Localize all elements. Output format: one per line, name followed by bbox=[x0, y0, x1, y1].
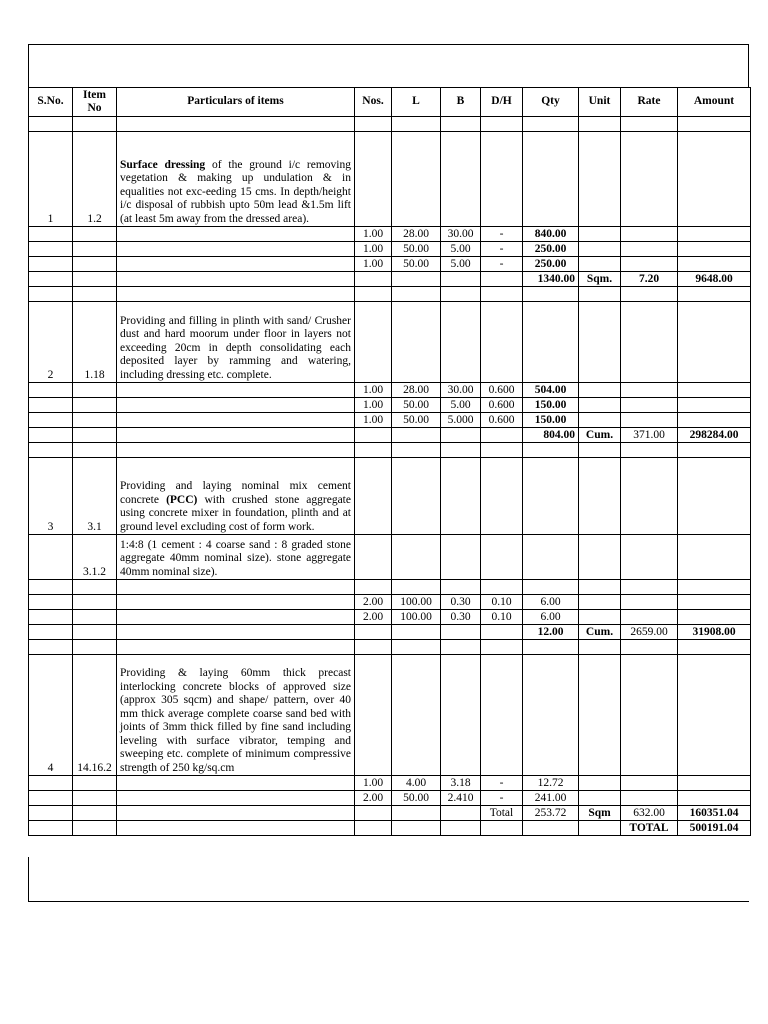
total-amount: 298284.00 bbox=[678, 428, 751, 443]
total-qty: 804.00 bbox=[523, 428, 579, 443]
measurement-row: 1.00 50.00 5.00 - 250.00 bbox=[29, 242, 751, 257]
grand-total-label: TOTAL bbox=[621, 821, 678, 836]
total-amount: 160351.04 bbox=[678, 806, 751, 821]
item-total-row bbox=[29, 428, 751, 443]
item-description: Providing & laying 60mm thick precast interlocking concrete blocks of approved size (approx 305 sqcm) and shape/ pattern, over 40 mm thick average complete coarse sand bed with joints of 3mm thick filled by fine sand including leveling with surface vibrator, temping and sweeping etc. complete of minimum compressive strength of 250 kg/sq.cm bbox=[117, 655, 355, 776]
item-sno: 2 bbox=[29, 302, 73, 383]
spacer-row bbox=[29, 580, 751, 595]
total-amount: 9648.00 bbox=[678, 272, 751, 287]
measurement-row: 1.00 50.00 5.000 0.600 150.00 bbox=[29, 413, 751, 428]
total-unit: Sqm. bbox=[579, 272, 621, 287]
spacer-row bbox=[29, 117, 751, 132]
col-amount: Amount bbox=[678, 88, 751, 117]
item-sno: 4 bbox=[29, 655, 73, 776]
item-code: 1.18 bbox=[73, 302, 117, 383]
col-dh: D/H bbox=[481, 88, 523, 117]
measurement-row: 2.00 100.00 0.30 0.10 6.00 bbox=[29, 610, 751, 625]
item-total-row bbox=[29, 806, 751, 821]
header-box bbox=[28, 44, 749, 87]
item-code: 14.16.2 bbox=[73, 655, 117, 776]
measurement-row: 1.00 50.00 5.00 - 250.00 bbox=[29, 257, 751, 272]
total-qty: 253.72 bbox=[523, 806, 579, 821]
measurement-row: 1.00 28.00 30.00 - 840.00 bbox=[29, 227, 751, 242]
col-item-no: Item No bbox=[73, 88, 117, 117]
spacer-row bbox=[29, 640, 751, 655]
item-row bbox=[29, 458, 751, 535]
measurement-row: 1.00 28.00 30.00 0.600 504.00 bbox=[29, 383, 751, 398]
estimate-table bbox=[28, 87, 751, 836]
col-b: B bbox=[441, 88, 481, 117]
measurement-row: 1.00 50.00 5.00 0.600 150.00 bbox=[29, 398, 751, 413]
measurement-row: 2.00 50.00 2.410 - 241.00 bbox=[29, 791, 751, 806]
item-row bbox=[29, 655, 751, 776]
total-rate: 2659.00 bbox=[621, 625, 678, 640]
grand-total-row bbox=[29, 821, 751, 836]
total-unit: Cum. bbox=[579, 428, 621, 443]
total-amount: 31908.00 bbox=[678, 625, 751, 640]
measurement-row: 2.00 100.00 0.30 0.10 6.00 bbox=[29, 595, 751, 610]
col-l: L bbox=[392, 88, 441, 117]
footer-border-left bbox=[28, 857, 29, 901]
item-description: Providing and filling in plinth with sand/ Crusher dust and hard moorum under floor in layers not exceeding 20cm in depth consolidating each deposited layer by ramming and watering, including dressing etc. complete. bbox=[117, 302, 355, 383]
total-unit: Sqm bbox=[579, 806, 621, 821]
measurement-row: 1.00 4.00 3.18 - 12.72 bbox=[29, 776, 751, 791]
total-qty: 12.00 bbox=[523, 625, 579, 640]
col-unit: Unit bbox=[579, 88, 621, 117]
item-total-row bbox=[29, 625, 751, 640]
item-description: Providing and laying nominal mix cement concrete (PCC) with crushed stone aggregate using concrete mixer in foundation, plinth and at ground level excluding cost of form work. bbox=[117, 458, 355, 535]
item-code: 3.1 bbox=[73, 458, 117, 535]
col-nos: Nos. bbox=[355, 88, 392, 117]
total-rate: 632.00 bbox=[621, 806, 678, 821]
sub-item-row bbox=[29, 535, 751, 580]
total-qty: 1340.00 bbox=[523, 272, 579, 287]
footer-border-bottom bbox=[28, 901, 749, 902]
item-total-row bbox=[29, 272, 751, 287]
item-sno: 1 bbox=[29, 132, 73, 227]
item-code: 1.2 bbox=[73, 132, 117, 227]
total-rate: 371.00 bbox=[621, 428, 678, 443]
col-rate: Rate bbox=[621, 88, 678, 117]
total-rate: 7.20 bbox=[621, 272, 678, 287]
spacer-row bbox=[29, 443, 751, 458]
total-unit: Cum. bbox=[579, 625, 621, 640]
spacer-row bbox=[29, 287, 751, 302]
item-description: Surface dressing of the ground i/c removing vegetation & making up undulation & in equalities not exc-eeding 15 cms. In depth/height i/c disposal of rubbish upto 50m lead &1.5m lift (at least 5m away from the dressed area). bbox=[117, 132, 355, 227]
header-row bbox=[29, 88, 751, 117]
item-row bbox=[29, 302, 751, 383]
sub-item-code: 3.1.2 bbox=[73, 535, 117, 580]
item-sno: 3 bbox=[29, 458, 73, 535]
grand-total-amount: 500191.04 bbox=[678, 821, 751, 836]
sub-item-description: 1:4:8 (1 cement : 4 coarse sand : 8 graded stone aggregate 40mm nominal size). stone aggregate 40mm nominal size). bbox=[117, 535, 355, 580]
col-sno: S.No. bbox=[29, 88, 73, 117]
col-particulars: Particulars of items bbox=[117, 88, 355, 117]
col-qty: Qty bbox=[523, 88, 579, 117]
total-label: Total bbox=[481, 806, 523, 821]
